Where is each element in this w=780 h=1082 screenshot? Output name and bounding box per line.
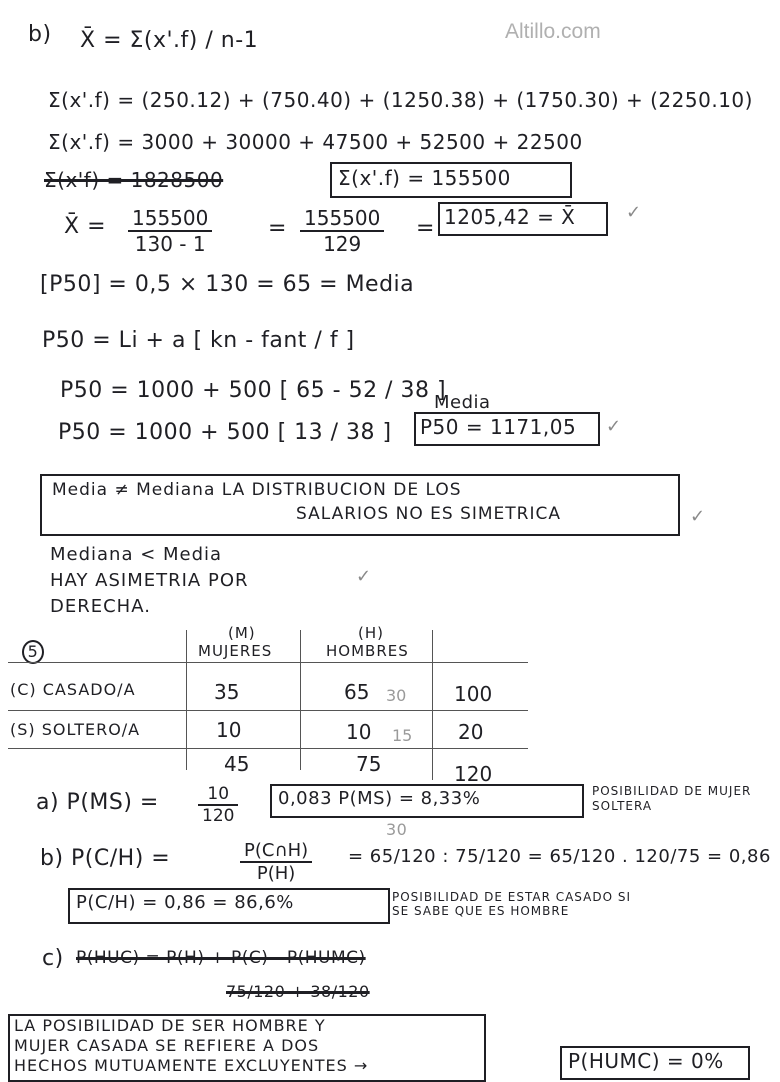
watermark: Altillo.com (505, 20, 601, 43)
sum-terms: Σ(x'.f) = (250.12) + (750.40) + (1250.38) + (1750.30) + (2250.10) (48, 88, 753, 112)
part-a-result: 0,083 P(MS) = 8,33% (278, 788, 481, 809)
part-b2-result: P(C/H) = 0,86 = 86,6% (76, 892, 294, 913)
check-icon: ✓ (626, 202, 642, 223)
mean-formula: X̄ = Σ(x'.f) / n-1 (80, 28, 259, 53)
check-icon: ✓ (606, 416, 622, 437)
mean-result: 1205,42 = X̄ (444, 205, 576, 229)
part-b2-note: POSIBILIDAD DE ESTAR CASADO SI SE SABE QUE ES HOMBRE (392, 890, 632, 918)
cell-m: 35 (214, 680, 240, 704)
crossed-formula: P(HUC) = P(H) + P(C) - P(HUMC) (76, 948, 366, 968)
crossed-sum: Σ(x'f) = 1828500 (44, 168, 224, 192)
part-c-result: P(HUMC) = 0% (568, 1049, 724, 1073)
part-b-label: b) (28, 22, 52, 47)
final-line-3: HECHOS MUTUAMENTE EXCLUYENTES → (14, 1056, 369, 1075)
table-rule (8, 748, 528, 749)
exercise-number: 5 (22, 640, 44, 664)
cell-h-pencil: 15 (392, 726, 413, 745)
table-rule (8, 662, 528, 663)
check-icon: ✓ (690, 506, 706, 527)
p50-formula: P50 = Li + a [ kn - fant / f ] (42, 328, 355, 353)
table-rule (432, 630, 433, 780)
row-label: (S) SOLTERO/A (10, 720, 141, 739)
table-rule (8, 710, 528, 711)
cell-h: 65 (344, 680, 370, 704)
p50-position: [P50] = 0,5 × 130 = 65 = Media (40, 272, 415, 297)
p50-label: Media (434, 392, 491, 413)
crossed-fractions: 75/120 + 38/120 (226, 982, 370, 1001)
pencil-note: 30 (386, 820, 408, 839)
part-a-fraction: $\frac{10}{120}$ (198, 784, 238, 826)
cell-h: 10 (346, 720, 372, 744)
conditional-steps: = 65/120 : 75/120 = 65/120 . 120/75 = 0,86 (348, 846, 771, 867)
total-m: 45 (224, 752, 250, 776)
row-label: (C) CASADO/A (10, 680, 136, 699)
final-line-1: LA POSIBILIDAD DE SER HOMBRE Y (14, 1016, 326, 1035)
total-all: 120 (454, 762, 493, 786)
p50-result: P50 = 1171,05 (420, 415, 577, 439)
cell-total: 100 (454, 682, 493, 706)
part-b2-label: b) P(C/H) = (40, 846, 171, 871)
part-a-note: POSIBILIDAD DE MUJER SOLTERA (592, 784, 752, 813)
mean-symbol: X̄ = (64, 214, 106, 239)
conclusion-line-2: SALARIOS NO ES SIMETRICA (296, 504, 561, 524)
p50-step-2: P50 = 1000 + 500 [ 13 / 38 ] (58, 420, 392, 445)
conclusion-line-1: Media ≠ Mediana LA DISTRIBUCION DE LOS (52, 480, 462, 500)
cell-h-pencil: 30 (386, 686, 407, 705)
total-h: 75 (356, 752, 382, 776)
sum-values: Σ(x'.f) = 3000 + 30000 + 47500 + 52500 + 22500 (48, 130, 583, 154)
table-rule (186, 630, 187, 770)
note-2: HAY ASIMETRIA POR (50, 570, 249, 591)
final-line-2: MUJER CASADA SE REFIERE A DOS (14, 1036, 320, 1055)
col-h-header: HOMBRES (326, 642, 409, 660)
part-c-label: c) (42, 946, 64, 971)
mean-fraction-1: $\frac{155500}{130 - 1}$ (128, 206, 212, 256)
mean-fraction-2: $\frac{155500}{129}$ (300, 206, 384, 256)
p50-step-1: P50 = 1000 + 500 [ 65 - 52 / 38 ] (60, 378, 447, 403)
table-rule (300, 630, 301, 770)
col-h-letter: (H) (358, 624, 384, 642)
check-icon: ✓ (356, 566, 372, 587)
note-3: DERECHA. (50, 596, 151, 617)
col-m-letter: (M) (228, 624, 256, 642)
cell-m: 10 (216, 718, 242, 742)
sum-result: Σ(x'.f) = 155500 (338, 166, 511, 190)
col-m-header: MUJERES (198, 642, 273, 660)
note-1: Mediana < Media (50, 544, 223, 565)
conditional-formula: $\frac{P(C\cap H)}{P(H)}$ (240, 840, 312, 884)
part-a-label: a) P(MS) = (36, 790, 159, 815)
cell-total: 20 (458, 720, 484, 744)
